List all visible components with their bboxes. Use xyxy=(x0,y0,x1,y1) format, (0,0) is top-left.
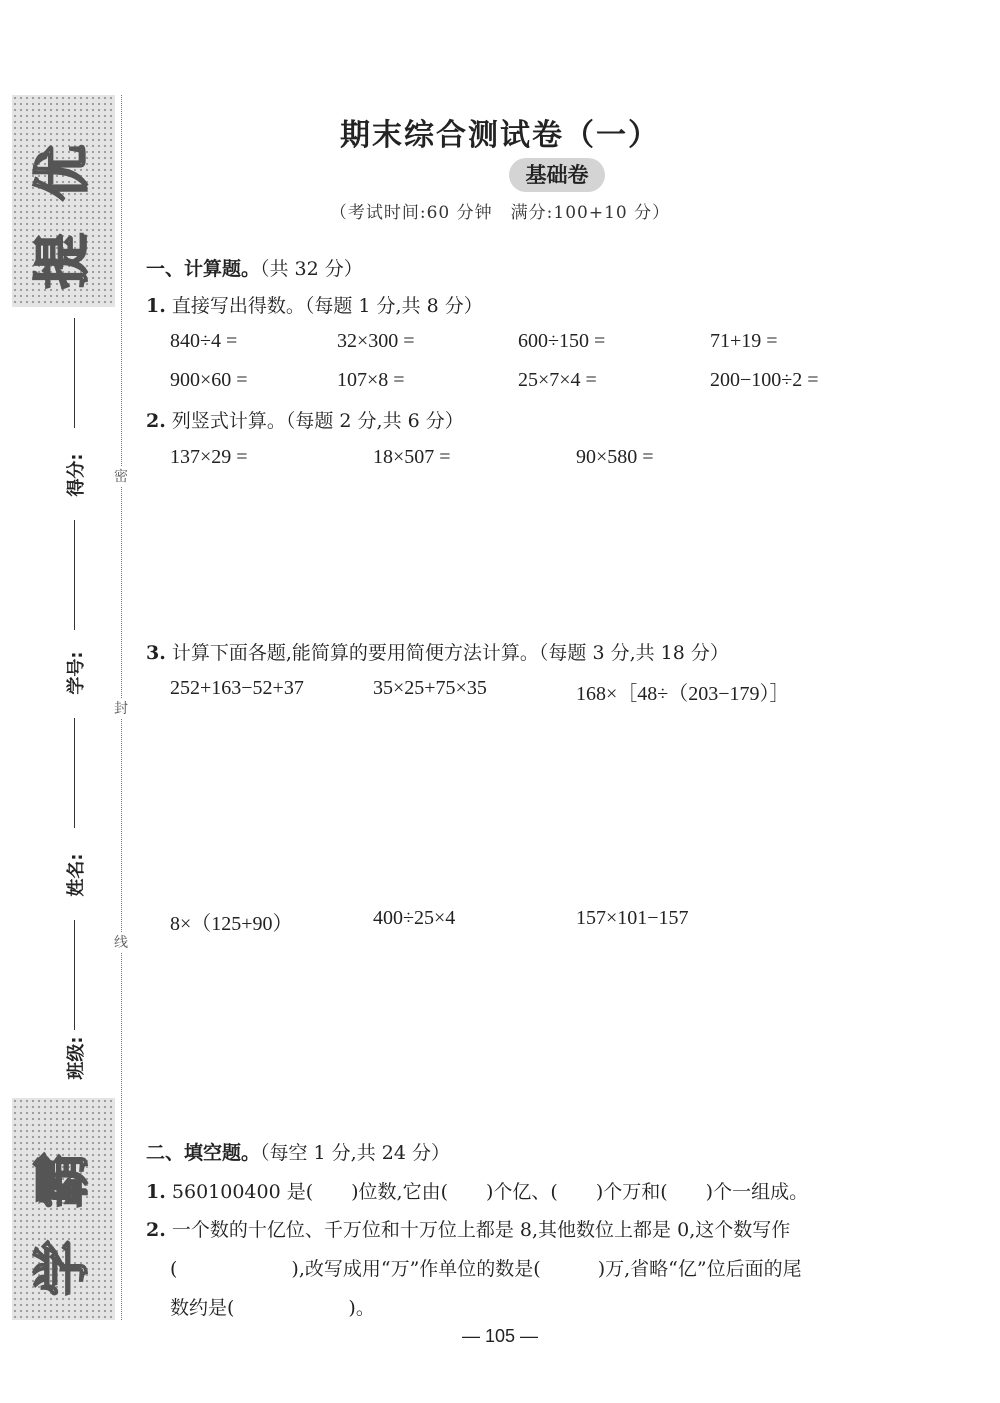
oral-calc-item: 900×60 = xyxy=(170,369,248,391)
fill-question-2-line: 数约是( )。 xyxy=(170,1297,375,1319)
oral-calc-item: 600÷150 = xyxy=(518,330,606,352)
seal-mark: 封 xyxy=(112,698,130,718)
score-label: 得分: xyxy=(66,453,87,497)
seal-mark: 线 xyxy=(112,932,130,952)
simplify-calc-item: 35×25+75×35 xyxy=(373,677,487,699)
question-text: 计算下面各题,能简算的要用简便方法计算。（每题 3 分,共 18 分） xyxy=(171,642,729,664)
simplify-calc-item: 252+163−52+37 xyxy=(170,677,304,699)
section-heading xyxy=(146,254,363,281)
vertical-calc-item: 137×29 = xyxy=(170,446,248,468)
question-number: 2. xyxy=(146,1219,166,1241)
question-text: 560100400 是( )位数,它由( )个亿、( )个万和( )个一组成。 xyxy=(171,1181,809,1203)
vertical-calc-item: 18×507 = xyxy=(373,446,451,468)
brand-block-bottom xyxy=(12,1098,115,1320)
simplify-calc-item: 157×101−157 xyxy=(576,907,689,929)
exam-info: （考试时间:60 分钟 满分:100+10 分） xyxy=(329,203,671,223)
oral-calc-item: 71+19 = xyxy=(710,330,778,352)
question-text: 直接写出得数。（每题 1 分,共 8 分） xyxy=(171,295,483,317)
fill-question-2 xyxy=(146,1215,790,1242)
question-1 xyxy=(146,291,483,318)
section-title: 一、计算题。 xyxy=(146,258,261,280)
question-text: 列竖式计算。（每题 2 分,共 6 分） xyxy=(171,410,464,432)
section-title: 二、填空题。 xyxy=(146,1142,261,1164)
class-label: 班级: xyxy=(66,1036,87,1080)
name-label: 姓名: xyxy=(66,853,87,897)
page-title: 期末综合测试卷（一） xyxy=(340,118,660,153)
oral-calc-item: 107×8 = xyxy=(337,369,405,391)
question-number: 3. xyxy=(146,642,166,664)
student-id-label: 学号: xyxy=(66,651,87,695)
oral-calc-item: 840÷4 = xyxy=(170,330,238,352)
question-2 xyxy=(146,406,464,433)
section-heading xyxy=(146,1138,450,1165)
score-field[interactable] xyxy=(74,520,75,630)
seal-mark: 密 xyxy=(112,466,130,486)
question-3 xyxy=(146,638,729,665)
section-points: （每空 1 分,共 24 分） xyxy=(260,1142,450,1164)
info-underline xyxy=(74,318,75,428)
simplify-calc-item: 168×［48÷（203−179）］ xyxy=(576,683,790,705)
simplify-calc-item: 8×（125+90） xyxy=(170,913,293,935)
vertical-calc-item: 90×580 = xyxy=(576,446,654,468)
exam-type-badge: 基础卷 xyxy=(509,158,605,192)
name-field[interactable] xyxy=(74,920,75,1030)
fill-question-2-line: ( ),改写成用“万”作单位的数是( )万,省略“亿”位后面的尾 xyxy=(170,1258,802,1280)
fill-question-1 xyxy=(146,1177,808,1204)
question-number: 2. xyxy=(146,410,166,432)
brand-char: 优 xyxy=(30,145,96,201)
oral-calc-item: 200−100÷2 = xyxy=(710,369,819,391)
question-number: 1. xyxy=(146,1181,166,1203)
oral-calc-item: 25×7×4 = xyxy=(518,369,597,391)
oral-calc-item: 32×300 = xyxy=(337,330,415,352)
section-points: （共 32 分） xyxy=(260,258,363,280)
page-number: — 105 — xyxy=(461,1326,539,1346)
question-text: 一个数的十亿位、千万位和十万位上都是 8,其他数位上都是 0,这个数写作 xyxy=(171,1219,791,1241)
question-number: 1. xyxy=(146,295,166,317)
brand-char: 学 xyxy=(30,1240,96,1296)
brand-char: 霸 xyxy=(30,1152,96,1208)
student-id-field[interactable] xyxy=(74,718,75,828)
brand-char: 提 xyxy=(30,233,96,289)
simplify-calc-item: 400÷25×4 xyxy=(373,907,456,929)
